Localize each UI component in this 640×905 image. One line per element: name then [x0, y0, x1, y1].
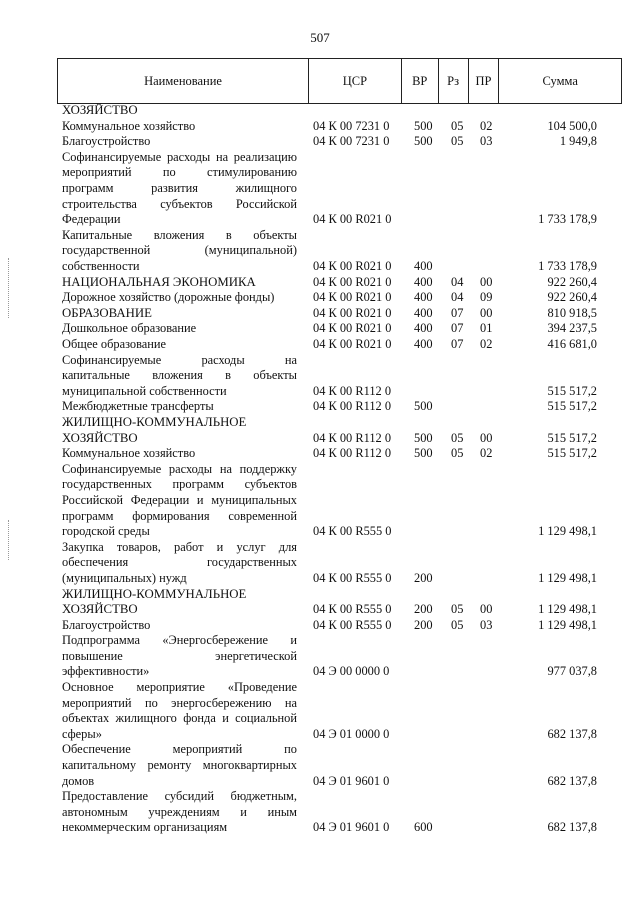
cell-name: [62, 306, 297, 322]
cell-csr: 04 Э 01 9601 0: [313, 820, 390, 835]
table-row: [0, 618, 640, 634]
cell-sum: 977 037,8: [547, 664, 597, 679]
table-body: [0, 103, 640, 836]
cell-pr: 00: [480, 430, 493, 445]
cell-csr: 04 К 00 R021 0: [313, 258, 392, 273]
cell-sum: 682 137,8: [547, 726, 597, 741]
cell-csr: 04 К 00 R021 0: [313, 336, 392, 351]
cell-name: [62, 275, 297, 291]
cell-pr: 00: [480, 274, 493, 289]
cell-csr: 04 К 00 R555 0: [313, 617, 392, 632]
table-row: [0, 103, 640, 119]
table-row: [0, 462, 640, 540]
cell-pr: 00: [480, 602, 493, 617]
cell-pr: 03: [480, 617, 493, 632]
name-line: программ развития жилищного: [62, 180, 297, 195]
name-line: Дорожное хозяйство (дорожные фонды): [62, 290, 275, 305]
cell-csr: 04 К 00 R021 0: [313, 305, 392, 320]
cell-csr: 04 Э 01 0000 0: [313, 726, 390, 741]
name-line: Дошкольное образование: [62, 321, 197, 336]
cell-name: [62, 789, 297, 836]
header-name: Наименование: [58, 59, 309, 103]
name-line: капитальные вложения в объекты: [62, 368, 297, 383]
cell-name: [62, 228, 297, 275]
cell-rz: 05: [451, 134, 464, 149]
table-row: [0, 150, 640, 228]
cell-sum: 922 260,4: [547, 274, 597, 289]
name-line: строительства субъектов Российской: [62, 196, 297, 211]
name-line: Софинансируемые расходы на поддержку: [62, 461, 297, 476]
name-line: повышение энергетической: [62, 648, 297, 663]
cell-csr: 04 К 00 R555 0: [313, 602, 392, 617]
cell-csr: 04 К 00 R021 0: [313, 321, 392, 336]
name-line: городской среды: [62, 524, 150, 539]
cell-rz: 07: [451, 321, 464, 336]
name-line: ЖИЛИЩНО-КОММУНАЛЬНОЕ: [62, 414, 247, 429]
table-header: [57, 58, 622, 104]
cell-rz: 05: [451, 118, 464, 133]
cell-csr: 04 К 00 7231 0: [313, 134, 390, 149]
table-row: [0, 290, 640, 306]
table-row: [0, 321, 640, 337]
name-line: Обеспечение мероприятий по: [62, 742, 297, 757]
cell-rz: 07: [451, 305, 464, 320]
cell-name: [62, 150, 297, 228]
name-line: Софинансируемые расходы на реализацию: [62, 149, 297, 164]
cell-name: [62, 321, 297, 337]
cell-vr: 500: [414, 118, 433, 133]
name-line: Благоустройство: [62, 617, 151, 632]
name-line: государственных программ субъектов: [62, 477, 297, 492]
cell-sum: 810 918,5: [547, 305, 597, 320]
cell-csr: 04 Э 00 0000 0: [313, 664, 390, 679]
cell-vr: 400: [414, 305, 433, 320]
name-line: Коммунальное хозяйство: [62, 446, 196, 461]
cell-vr: 500: [414, 134, 433, 149]
cell-sum: 1 733 178,9: [538, 258, 597, 273]
name-line: Благоустройство: [62, 134, 151, 149]
cell-rz: 05: [451, 617, 464, 632]
name-line: государственной (муниципальной): [62, 243, 297, 258]
name-line: Капитальные вложения в объекты: [62, 227, 297, 242]
table-row: [0, 742, 640, 789]
cell-name: [62, 680, 297, 742]
cell-sum: 104 500,0: [547, 118, 597, 133]
cell-csr: 04 К 00 R021 0: [313, 274, 392, 289]
cell-pr: 00: [480, 305, 493, 320]
table-row: [0, 306, 640, 322]
name-line: автономным учреждениям и иным: [62, 804, 297, 819]
cell-name: [62, 337, 297, 353]
cell-name: [62, 462, 297, 540]
cell-name: [62, 103, 297, 119]
name-line: Предоставление субсидий бюджетным,: [62, 789, 297, 804]
name-line: капитальному ремонту многоквартирных: [62, 758, 297, 773]
cell-csr: 04 К 00 R112 0: [313, 399, 392, 414]
cell-vr: 400: [414, 290, 433, 305]
cell-csr: 04 К 00 R112 0: [313, 446, 392, 461]
name-line: некоммерческим организациям: [62, 820, 228, 835]
cell-vr: 400: [414, 274, 433, 289]
cell-vr: 400: [414, 321, 433, 336]
cell-vr: 200: [414, 617, 433, 632]
table-row: [0, 446, 640, 462]
name-line: (муниципальных) нужд: [62, 570, 187, 585]
cell-sum: 922 260,4: [547, 290, 597, 305]
cell-name: [62, 415, 297, 446]
cell-csr: 04 Э 01 9601 0: [313, 773, 390, 788]
cell-rz: 07: [451, 336, 464, 351]
table-row: [0, 119, 640, 135]
name-line: ОБРАЗОВАНИЕ: [62, 305, 152, 320]
cell-vr: 200: [414, 570, 433, 585]
cell-vr: 400: [414, 336, 433, 351]
name-line: Коммунальное хозяйство: [62, 118, 196, 133]
cell-sum: 1 129 498,1: [538, 617, 597, 632]
cell-sum: 394 237,5: [547, 321, 597, 336]
name-line: домов: [62, 773, 95, 788]
name-line: Федерации: [62, 212, 121, 227]
page-number: 507: [310, 30, 330, 45]
table-row: [0, 353, 640, 400]
name-line: Подпрограмма «Энергосбережение и: [62, 633, 297, 648]
table-row: [0, 134, 640, 150]
cell-name: [62, 290, 297, 306]
name-line: ХОЗЯЙСТВО: [62, 430, 138, 445]
name-line: муниципальной собственности: [62, 383, 227, 398]
cell-rz: 05: [451, 602, 464, 617]
table-row: [0, 337, 640, 353]
cell-rz: 04: [451, 274, 464, 289]
cell-rz: 04: [451, 290, 464, 305]
cell-sum: 515 517,2: [547, 430, 597, 445]
cell-vr: 500: [414, 430, 433, 445]
cell-csr: 04 К 00 R555 0: [313, 570, 392, 585]
name-line: ЖИЛИЩНО-КОММУНАЛЬНОЕ: [62, 586, 247, 601]
cell-pr: 02: [480, 118, 493, 133]
name-line: эффективности»: [62, 664, 150, 679]
header-sum: Сумма: [542, 73, 578, 88]
name-line: Основное мероприятие «Проведение: [62, 680, 297, 695]
cell-name: [62, 119, 297, 135]
cell-vr: 500: [414, 446, 433, 461]
header-vr: ВР: [402, 59, 439, 103]
table-row: [0, 415, 640, 446]
name-line: НАЦИОНАЛЬНАЯ ЭКОНОМИКА: [62, 274, 256, 289]
cell-csr: 04 К 00 R021 0: [313, 212, 392, 227]
cell-pr: 03: [480, 134, 493, 149]
cell-sum: 515 517,2: [547, 383, 597, 398]
cell-name: [62, 633, 297, 680]
cell-name: [62, 742, 297, 789]
header-csr: ЦСР: [309, 59, 402, 103]
name-line: Общее образование: [62, 336, 167, 351]
cell-pr: 02: [480, 446, 493, 461]
name-line: сферы»: [62, 726, 102, 741]
cell-sum: 682 137,8: [547, 820, 597, 835]
cell-pr: 01: [480, 321, 493, 336]
cell-rz: 05: [451, 430, 464, 445]
cell-name: [62, 618, 297, 634]
name-line: Закупка товаров, работ и услуг для: [62, 539, 297, 554]
name-line: обеспечения государственных: [62, 555, 297, 570]
cell-sum: 515 517,2: [547, 399, 597, 414]
cell-csr: 04 К 00 R555 0: [313, 524, 392, 539]
cell-sum: 1 129 498,1: [538, 602, 597, 617]
cell-sum: 1 949,8: [559, 134, 597, 149]
name-line: мероприятий по стимулированию: [62, 165, 297, 180]
cell-name: [62, 587, 297, 618]
table-row: [0, 228, 640, 275]
table-row: [0, 275, 640, 291]
cell-sum: 515 517,2: [547, 446, 597, 461]
cell-vr: 500: [414, 399, 433, 414]
table-row: [0, 587, 640, 618]
cell-name: [62, 399, 297, 415]
cell-sum: 1 733 178,9: [538, 212, 597, 227]
cell-rz: 05: [451, 446, 464, 461]
cell-csr: 04 К 00 R112 0: [313, 383, 392, 398]
cell-vr: 600: [414, 820, 433, 835]
table-row: [0, 540, 640, 587]
cell-csr: 04 К 00 7231 0: [313, 118, 390, 133]
cell-pr: 09: [480, 290, 493, 305]
name-line: собственности: [62, 258, 140, 273]
cell-sum: 1 129 498,1: [538, 524, 597, 539]
cell-sum: 682 137,8: [547, 773, 597, 788]
name-line: ХОЗЯЙСТВО: [62, 103, 138, 117]
header-rz: Рз: [439, 59, 469, 103]
table-row: [0, 789, 640, 836]
table-row: [0, 399, 640, 415]
cell-sum: 416 681,0: [547, 336, 597, 351]
cell-name: [62, 540, 297, 587]
name-line: Софинансируемые расходы на: [62, 352, 297, 367]
cell-sum: 1 129 498,1: [538, 570, 597, 585]
name-line: Межбюджетные трансферты: [62, 399, 214, 414]
cell-csr: 04 К 00 R021 0: [313, 290, 392, 305]
name-line: ХОЗЯЙСТВО: [62, 602, 138, 617]
cell-csr: 04 К 00 R112 0: [313, 430, 392, 445]
table-row: [0, 680, 640, 742]
cell-pr: 02: [480, 336, 493, 351]
cell-vr: 200: [414, 602, 433, 617]
cell-vr: 400: [414, 258, 433, 273]
name-line: программ формирования современной: [62, 508, 297, 523]
cell-name: [62, 353, 297, 400]
table-row: [0, 633, 640, 680]
name-line: объектах жилищного фонда и социальной: [62, 711, 297, 726]
cell-name: [62, 134, 297, 150]
cell-name: [62, 446, 297, 462]
header-pr: ПР: [469, 59, 500, 103]
name-line: мероприятий по энергосбережению на: [62, 695, 297, 710]
name-line: Российской Федерации и муниципальных: [62, 492, 297, 507]
